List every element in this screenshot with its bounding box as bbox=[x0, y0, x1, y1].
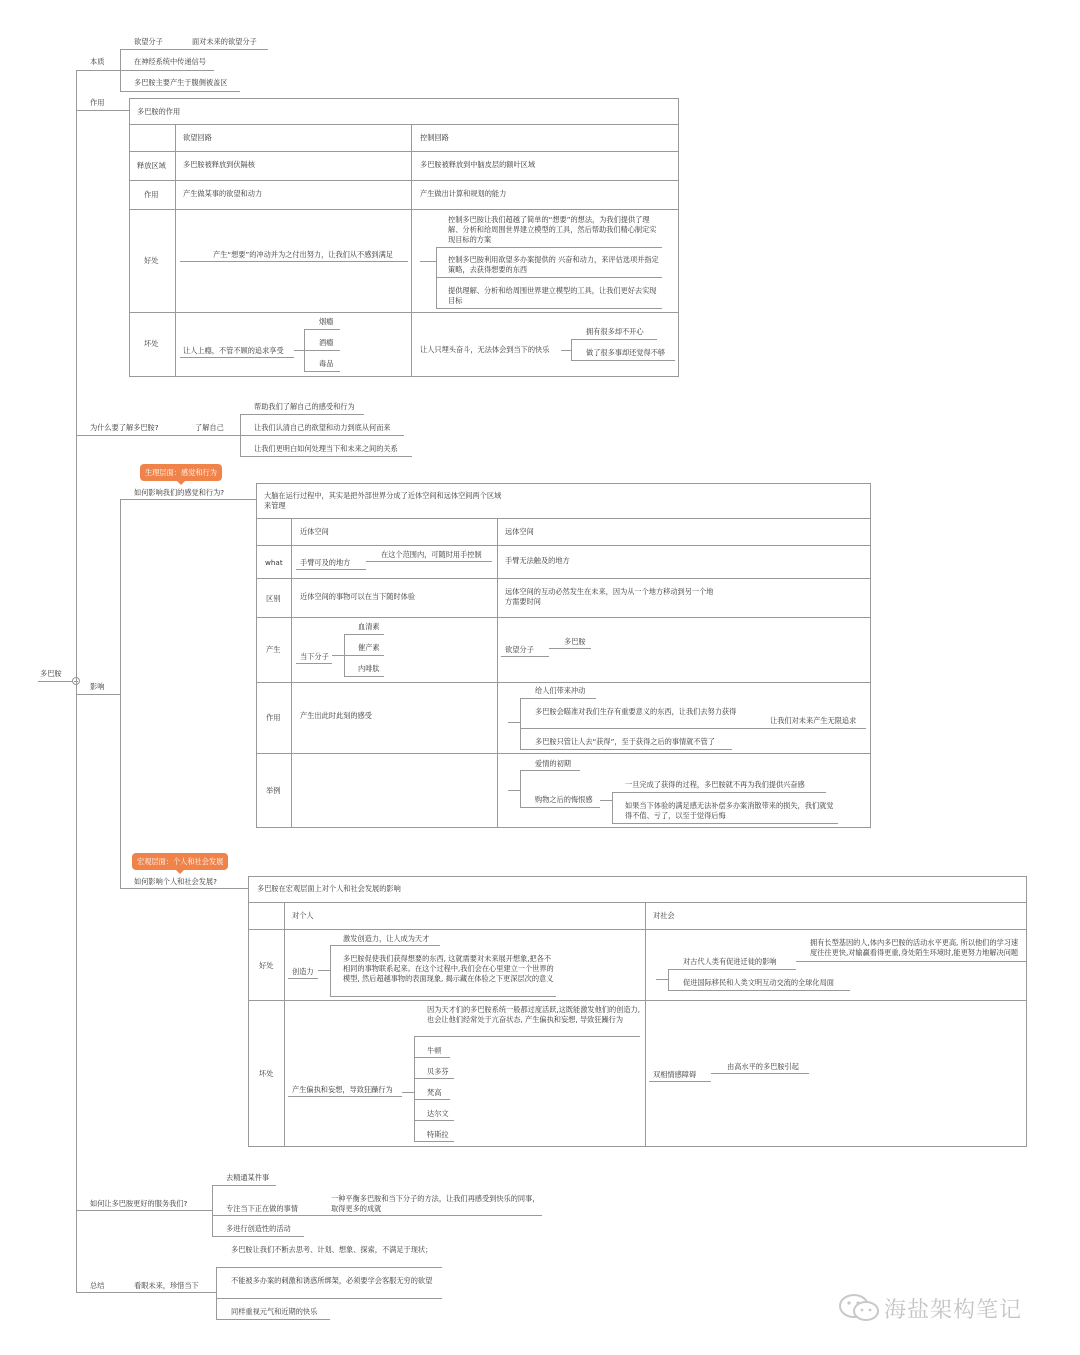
row-produce: 产生 bbox=[266, 645, 281, 654]
bad-person-item-1[interactable]: 牛顿 bbox=[427, 1046, 442, 1055]
macro-tag[interactable]: 宏观层面：个人和社会发展 bbox=[132, 853, 228, 870]
row-effect: 作用 bbox=[144, 190, 159, 199]
branch-line bbox=[288, 978, 318, 979]
branch-summary[interactable]: 总结 bbox=[90, 1281, 105, 1290]
bad-society[interactable]: 双相情感障碍 bbox=[653, 1070, 697, 1079]
table-rule bbox=[129, 180, 679, 181]
table-rule bbox=[645, 902, 646, 1147]
good-control-3[interactable]: 提供理解、分析和给周围世界建立模型的工具，让我们更好去实现目标 bbox=[448, 286, 657, 305]
branch-line bbox=[436, 308, 662, 309]
produce-far[interactable]: 欲望分子 bbox=[505, 645, 534, 654]
branch-line bbox=[520, 807, 600, 808]
branch-line bbox=[304, 350, 340, 351]
branch-line bbox=[120, 499, 257, 500]
essence-item-1-sub[interactable]: 面对未来的欲望分子 bbox=[192, 37, 257, 46]
branch-line bbox=[711, 1073, 809, 1074]
branch-serve[interactable]: 如何让多巴胺更好的服务我们? bbox=[90, 1199, 188, 1208]
bad-desire-item-3[interactable]: 毒品 bbox=[319, 359, 334, 368]
essence-item-1[interactable]: 欲望分子 bbox=[134, 37, 163, 46]
col-control: 控制回路 bbox=[420, 133, 449, 142]
macro-question[interactable]: 如何影响个人和社会发展? bbox=[134, 877, 217, 886]
branch-line bbox=[549, 648, 591, 649]
branch-influence[interactable]: 影响 bbox=[90, 682, 105, 691]
bad-control[interactable]: 让人只埋头奋斗，无法体会到当下的快乐 bbox=[420, 345, 550, 354]
effect-far-note[interactable]: 让我们对未来产生无限追求 bbox=[770, 716, 857, 725]
what-near-note[interactable]: 在这个范围内，可随时用手控制 bbox=[381, 550, 482, 559]
serve-item-1[interactable]: 去精通某件事 bbox=[226, 1173, 270, 1182]
summary-sub[interactable]: 看眼未来，珍惜当下 bbox=[134, 1281, 199, 1290]
effect-near[interactable]: 产生出此时此刻的感受 bbox=[300, 711, 372, 720]
release-desire[interactable]: 多巴胺被释放到伏隔核 bbox=[183, 160, 255, 169]
branch-line bbox=[649, 1081, 711, 1082]
branch-line bbox=[436, 247, 662, 248]
why-item-2[interactable]: 让我们认清自己的欲望和动力到底从何而来 bbox=[254, 423, 391, 432]
table-rule bbox=[175, 124, 176, 377]
table-rule bbox=[256, 753, 871, 754]
table-rule bbox=[256, 617, 871, 618]
branch-line bbox=[600, 800, 612, 801]
effect-far-item-3[interactable]: 多巴胺只管让人去“获得”，至于获得之后的事情就不管了 bbox=[535, 737, 715, 746]
branch-line bbox=[668, 969, 796, 970]
summary-item-2[interactable]: 不能被多办案的刺激和诱惑所绑架，必须要学会客服无穷的欲望 bbox=[231, 1276, 433, 1285]
row-good-macro: 好处 bbox=[259, 961, 274, 970]
branch-line bbox=[344, 655, 384, 656]
branch-line bbox=[571, 339, 657, 340]
produce-near-item-2[interactable]: 催产素 bbox=[358, 643, 380, 652]
what-far[interactable]: 手臂无法触及的地方 bbox=[505, 556, 570, 565]
good-control-1[interactable]: 控制多巴胺让我们超越了简单的“想要”的想法，为我们提供了理解、分析和给周围世界建立模型的工具，然后帮助我们精心制定实现目标的方案 bbox=[448, 215, 657, 244]
row-bad-macro: 坏处 bbox=[259, 1069, 274, 1078]
good-society-item-1[interactable]: 对古代人类有促进迁徙的影响 bbox=[683, 957, 777, 966]
effect-far-item-2[interactable]: 多巴胺会瞄准对我们生存有重要意义的东西，让我们去努力获得 bbox=[535, 707, 737, 716]
serve-item-2[interactable]: 专注当下正在做的事情 bbox=[226, 1204, 298, 1213]
example-note-2[interactable]: 如果当下体验的满足感无法补偿多办案消散带来的损失，我们就觉得不值、亏了，以至于觉得后悔 bbox=[625, 801, 834, 820]
branch-line bbox=[508, 790, 520, 791]
col-desire: 欲望回路 bbox=[183, 133, 212, 142]
table-rule bbox=[256, 578, 871, 579]
effect-desire[interactable]: 产生做某事的欲望和动力 bbox=[183, 189, 263, 198]
bad-desire[interactable]: 让人上瘾，不管不顾的追求享受 bbox=[183, 346, 284, 355]
row-good: 好处 bbox=[144, 256, 159, 265]
example-note-1[interactable]: 一旦完成了获得的过程，多巴胺就不再为我们提供兴奋感 bbox=[625, 780, 805, 789]
table-rule bbox=[256, 518, 871, 519]
table-rule bbox=[248, 1000, 1027, 1001]
branch-line bbox=[414, 1036, 640, 1037]
good-person[interactable]: 创造力 bbox=[292, 967, 314, 976]
watermark-text: 海盐架构笔记 bbox=[884, 1298, 1023, 1323]
physio-question[interactable]: 如何影响我们的感觉和行为? bbox=[134, 488, 225, 497]
branch-line bbox=[240, 435, 404, 436]
row-what: what bbox=[265, 558, 283, 567]
branch-line bbox=[571, 339, 572, 360]
table-rule bbox=[256, 545, 871, 546]
branch-line bbox=[520, 728, 866, 729]
branch-line bbox=[316, 1215, 542, 1216]
branch-line bbox=[294, 350, 304, 351]
why-item-3[interactable]: 让我们更明白如何处理当下和未来之间的关系 bbox=[254, 444, 398, 453]
good-person-item-2[interactable]: 多巴胺促使我们获得想要的东西, 这就需要对未来展开想象,把各不相同的事物联系起来。在这个过程中,我们会在心里建立一个世界的模型, 然后超越事物的表面现象, 揭示藏在体验之下更深层次的意义 bbox=[343, 954, 554, 983]
release-control[interactable]: 多巴胺被释放到中脑皮层的额叶区域 bbox=[420, 160, 536, 169]
branch-line bbox=[120, 499, 121, 889]
row-release: 释放区域 bbox=[137, 161, 166, 170]
branch-line bbox=[76, 694, 120, 695]
branch-line bbox=[501, 656, 549, 657]
table-rule bbox=[411, 124, 412, 377]
effect-far-item-1[interactable]: 给人们带来冲动 bbox=[535, 686, 586, 695]
produce-near-item-3[interactable]: 内啡肽 bbox=[358, 664, 380, 673]
why-item-1[interactable]: 帮助我们了解自己的感受和行为 bbox=[254, 402, 355, 411]
branch-line bbox=[508, 722, 520, 723]
table-rule bbox=[129, 209, 679, 210]
branch-line bbox=[330, 996, 556, 997]
branch-line bbox=[520, 770, 580, 771]
branch-line bbox=[120, 49, 180, 50]
row-example: 举例 bbox=[266, 786, 281, 795]
bad-society-note[interactable]: 由高水平的多巴胺引起 bbox=[727, 1062, 799, 1071]
essence-item-2[interactable]: 在神经系统中传递信号 bbox=[134, 57, 206, 66]
good-person-item-1[interactable]: 激发创造力，让人成为天才 bbox=[343, 934, 430, 943]
branch-essence[interactable]: 本质 bbox=[90, 57, 105, 66]
root-spine bbox=[76, 70, 77, 1292]
branch-line bbox=[288, 1096, 402, 1097]
branch-line bbox=[520, 770, 521, 807]
good-desire[interactable]: 产生“想要”的冲动并为之付出努力，让我们从不感到满足 bbox=[213, 250, 393, 259]
branch-line bbox=[330, 945, 331, 996]
branch-line bbox=[612, 792, 613, 823]
serve-item-3[interactable]: 多进行创造性的活动 bbox=[226, 1224, 291, 1233]
good-society-item-2[interactable]: 促进国际移民和人类文明互动交流的全球化局面 bbox=[683, 978, 834, 987]
branch-line bbox=[216, 1298, 442, 1299]
row-effect-physio: 作用 bbox=[266, 713, 281, 722]
row-bad: 坏处 bbox=[144, 339, 159, 348]
branch-line bbox=[612, 823, 838, 824]
serve-note[interactable]: 一种平衡多巴胺和当下分子的方法，让我们再感受到快乐的同事，取得更多的成就 bbox=[331, 1194, 540, 1213]
table-rule bbox=[284, 902, 285, 1147]
table-rule bbox=[248, 902, 1027, 903]
summary-item-3[interactable]: 同样重视元气和近期的快乐 bbox=[231, 1307, 318, 1316]
bad-person[interactable]: 产生偏执和妄想，导致狂躁行为 bbox=[292, 1085, 393, 1094]
physio-tag[interactable]: 生理层面：感觉和行为 bbox=[140, 464, 222, 481]
branch-line bbox=[571, 360, 675, 361]
bad-desire-item-1[interactable]: 烟瘾 bbox=[319, 317, 334, 326]
macro-table-title: 多巴胺在宏观层面上对个人和社会发展的影响 bbox=[257, 884, 401, 893]
branch-line bbox=[436, 277, 662, 278]
what-near[interactable]: 手臂可及的地方 bbox=[300, 558, 351, 567]
physio-table-title: 大脑在运行过程中，其实是把外部世界分成了近体空间和远体空间两个区域来管理 bbox=[264, 491, 502, 510]
branch-line bbox=[240, 456, 412, 457]
branch-line bbox=[216, 1319, 330, 1320]
branch-line bbox=[76, 70, 120, 71]
branch-line bbox=[330, 945, 440, 946]
branch-line bbox=[216, 1267, 442, 1268]
branch-line bbox=[212, 1236, 304, 1237]
branch-line bbox=[344, 634, 384, 635]
col-society: 对社会 bbox=[653, 911, 675, 920]
bad-control-item-1[interactable]: 拥有很多却不开心 bbox=[586, 327, 644, 336]
col-far: 远体空间 bbox=[505, 527, 534, 536]
branch-why[interactable]: 为什么要了解多巴胺? bbox=[90, 423, 159, 432]
root-underline bbox=[38, 681, 76, 682]
branch-line bbox=[296, 569, 366, 570]
produce-far-item[interactable]: 多巴胺 bbox=[564, 637, 586, 646]
why-sub[interactable]: 了解自己 bbox=[195, 423, 224, 432]
branch-line bbox=[668, 969, 669, 990]
branch-line bbox=[332, 655, 344, 656]
branch-line bbox=[76, 435, 240, 436]
branch-line bbox=[402, 1092, 414, 1093]
produce-near-item-1[interactable]: 血清素 bbox=[358, 622, 380, 631]
branch-line bbox=[76, 1210, 212, 1211]
branch-line bbox=[414, 1099, 450, 1100]
branch-line bbox=[344, 676, 384, 677]
table-rule bbox=[256, 682, 871, 683]
produce-near[interactable]: 当下分子 bbox=[300, 652, 329, 661]
branch-line bbox=[180, 49, 268, 50]
branch-line bbox=[240, 414, 364, 415]
essence-item-3[interactable]: 多巴胺主要产生于腹侧被盖区 bbox=[134, 78, 228, 87]
bad-person-note[interactable]: 因为天才们的多巴胺系统一般都过度活跃,这既能激发他们的创造力, 也会让他们经常处于亢奋状态, 产生偏执和妄想, 导致狂躁行为 bbox=[427, 1005, 641, 1024]
table-rule bbox=[291, 518, 292, 828]
branch-function[interactable]: 作用 bbox=[90, 98, 105, 107]
example-item-1[interactable]: 爱情的初期 bbox=[535, 759, 571, 768]
branch-line bbox=[520, 749, 732, 750]
table-rule bbox=[497, 518, 498, 828]
branch-line bbox=[561, 350, 571, 351]
branch-line bbox=[76, 110, 130, 111]
function-table-title: 多巴胺的作用 bbox=[137, 107, 181, 116]
branch-line bbox=[420, 261, 436, 262]
branch-line bbox=[414, 1078, 454, 1079]
table-rule bbox=[248, 929, 1027, 930]
branch-line bbox=[120, 91, 240, 92]
branch-line bbox=[414, 1036, 415, 1141]
branch-line bbox=[120, 888, 249, 889]
branch-line bbox=[304, 329, 340, 330]
branch-line bbox=[216, 1267, 217, 1319]
bad-person-item-2[interactable]: 贝多芬 bbox=[427, 1067, 449, 1076]
bad-person-item-5[interactable]: 特斯拉 bbox=[427, 1130, 449, 1139]
summary-item-1[interactable]: 多巴胺让我们不断去思考、计划、想象、探索，不满足于现状； bbox=[231, 1245, 433, 1254]
table-rule bbox=[129, 151, 679, 152]
branch-line bbox=[414, 1120, 454, 1121]
branch-line bbox=[120, 70, 214, 71]
branch-line bbox=[414, 1141, 454, 1142]
row-diff: 区别 bbox=[266, 594, 281, 603]
wechat-icon bbox=[838, 1293, 882, 1323]
table-rule bbox=[129, 124, 679, 125]
branch-line bbox=[180, 261, 408, 262]
branch-line bbox=[366, 561, 492, 562]
col-near: 近体空间 bbox=[300, 527, 329, 536]
effect-control[interactable]: 产生做出计算和规划的能力 bbox=[420, 189, 507, 198]
table-rule bbox=[129, 312, 679, 313]
branch-line bbox=[796, 961, 1026, 962]
good-society-note[interactable]: 拥有长型基因的人,体内多巴胺的活动水平更高, 所以他们的学习速度往往更快,对输赢看得更重,身处陌生环境时,能更努力地解决问题 bbox=[810, 938, 1019, 957]
bad-person-item-4[interactable]: 达尔文 bbox=[427, 1109, 449, 1118]
good-control-2[interactable]: 控制多巴胺利用欲望多办案提供的 兴奋和动力，来评估选项并指定策略，去获得想要的东西 bbox=[448, 255, 659, 274]
bad-person-item-3[interactable]: 梵高 bbox=[427, 1088, 442, 1097]
branch-line bbox=[304, 371, 340, 372]
branch-line bbox=[656, 979, 668, 980]
diff-near[interactable]: 近体空间的事物可以在当下随时体验 bbox=[300, 592, 416, 601]
col-person: 对个人 bbox=[292, 911, 314, 920]
root-node[interactable]: 多巴胺 bbox=[40, 669, 62, 678]
branch-line bbox=[212, 1185, 213, 1236]
branch-line bbox=[414, 1057, 450, 1058]
branch-line bbox=[212, 1215, 316, 1216]
branch-line bbox=[180, 357, 294, 358]
bad-desire-item-2[interactable]: 酒瘾 bbox=[319, 338, 334, 347]
branch-line bbox=[520, 698, 596, 699]
branch-line bbox=[212, 1185, 276, 1186]
branch-line bbox=[296, 663, 332, 664]
example-item-2[interactable]: 购物之后的悔恨感 bbox=[535, 795, 593, 804]
branch-line bbox=[76, 1292, 216, 1293]
bad-control-item-2[interactable]: 做了很多事却还觉得不够 bbox=[586, 348, 666, 357]
branch-line bbox=[612, 792, 826, 793]
diff-far[interactable]: 远体空间的互动必然发生在未来，因为从一个地方移动到另一个地方需要时间 bbox=[505, 587, 714, 606]
branch-line bbox=[668, 990, 850, 991]
branch-line bbox=[318, 970, 330, 971]
branch-line bbox=[520, 698, 521, 749]
